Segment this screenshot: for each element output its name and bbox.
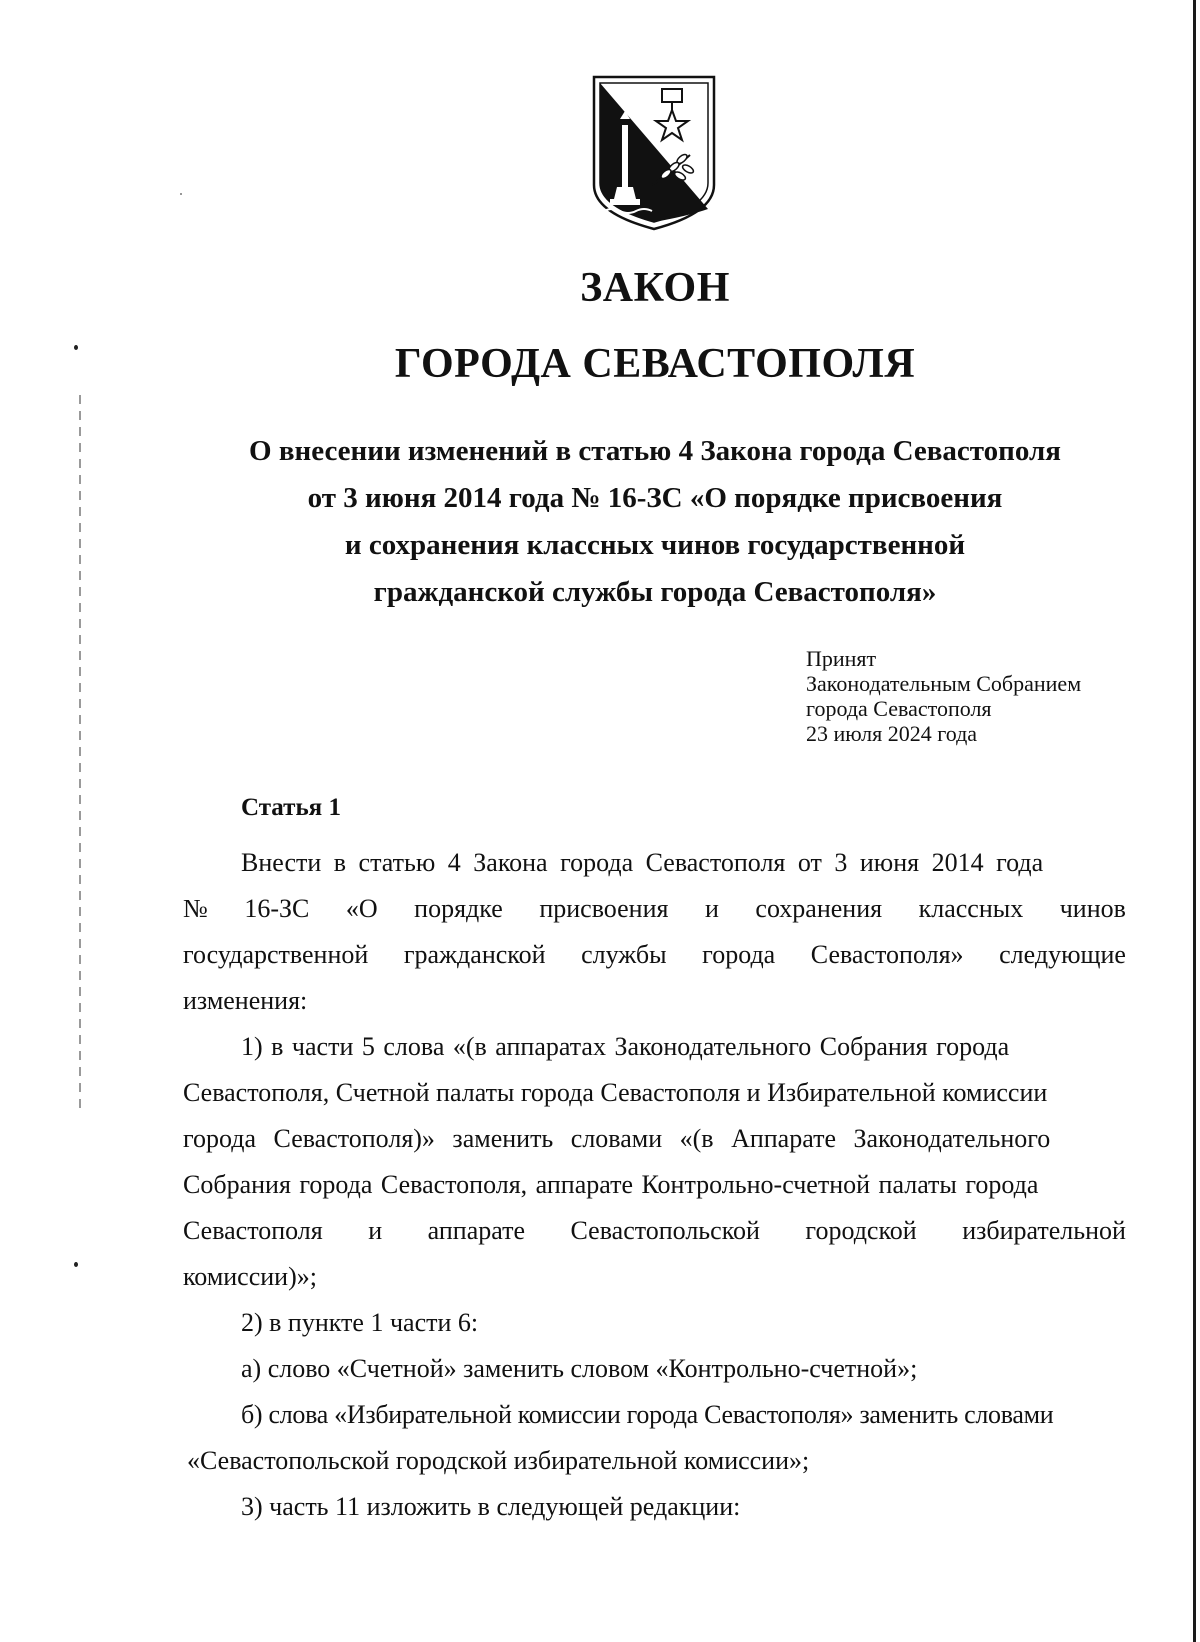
intro-line-3: государственной гражданской службы города Севастополя» следующие [183, 940, 1126, 969]
document-type-title: ЗАКОН [580, 265, 730, 311]
item1-line-3: города Севастополя)» заменить словами «(в Аппарате Законодательного [183, 1124, 1051, 1153]
sevastopol-coat-of-arms-icon [590, 73, 718, 233]
scan-speck [180, 193, 182, 195]
intro-line-2: № 16-ЗС «О порядке присвоения и сохранения классных чинов [183, 894, 1126, 923]
item1-line-6: комиссии)»; [183, 1262, 317, 1291]
article-heading: Статья 1 [241, 794, 341, 821]
subject-line: гражданской службы города Севастополя» [373, 576, 937, 608]
subject-line: от 3 июня 2014 года № 16-ЗС «О порядке присвоения [307, 482, 1003, 514]
law-subject-title [180, 428, 1130, 616]
item2a-line: а) слово «Счетной» заменить словом «Контрольно-счетной»; [241, 1354, 918, 1383]
item1-line-1: 1) в части 5 слова «(в аппаратах Законодательного Собрания города [241, 1032, 1010, 1061]
scan-speck [74, 1262, 78, 1267]
scan-edge-line [1193, 0, 1196, 1642]
intro-line-1: Внести в статью 4 Закона города Севастополя от 3 июня 2014 года [241, 848, 1044, 877]
item1-line-5: Севастополя и аппарате Севастопольской городской избирательной [183, 1216, 1126, 1245]
subject-line: и сохранения классных чинов государственной [344, 529, 966, 561]
intro-line-4: изменения: [183, 986, 308, 1015]
item1-line-4: Собрания города Севастополя, аппарате Контрольно-счетной палаты города [183, 1170, 1039, 1199]
adoption-line: города Севастополя [806, 696, 992, 721]
item3-line: 3) часть 11 изложить в следующей редакции: [241, 1492, 741, 1521]
scan-margin-marks [79, 395, 81, 1115]
item2b-line-2: «Севастопольской городской избирательной комиссии»; [187, 1446, 810, 1475]
item1-line-2: Севастополя, Счетной палаты города Севастополя и Избирательной комиссии [183, 1078, 1048, 1107]
issuer-title: ГОРОДА СЕВАСТОПОЛЯ [394, 341, 916, 387]
item2b-line-1: б) слова «Избирательной комиссии города Севастополя» заменить словами [241, 1400, 1054, 1429]
adoption-line: Законодательным Собранием [806, 671, 1082, 696]
adoption-line: Принят [806, 646, 877, 671]
subject-line: О внесении изменений в статью 4 Закона города Севастополя [249, 435, 1061, 467]
item2-line: 2) в пункте 1 части 6: [241, 1308, 479, 1337]
adoption-date: 23 июля 2024 года [806, 721, 978, 746]
adoption-block [806, 646, 1081, 746]
